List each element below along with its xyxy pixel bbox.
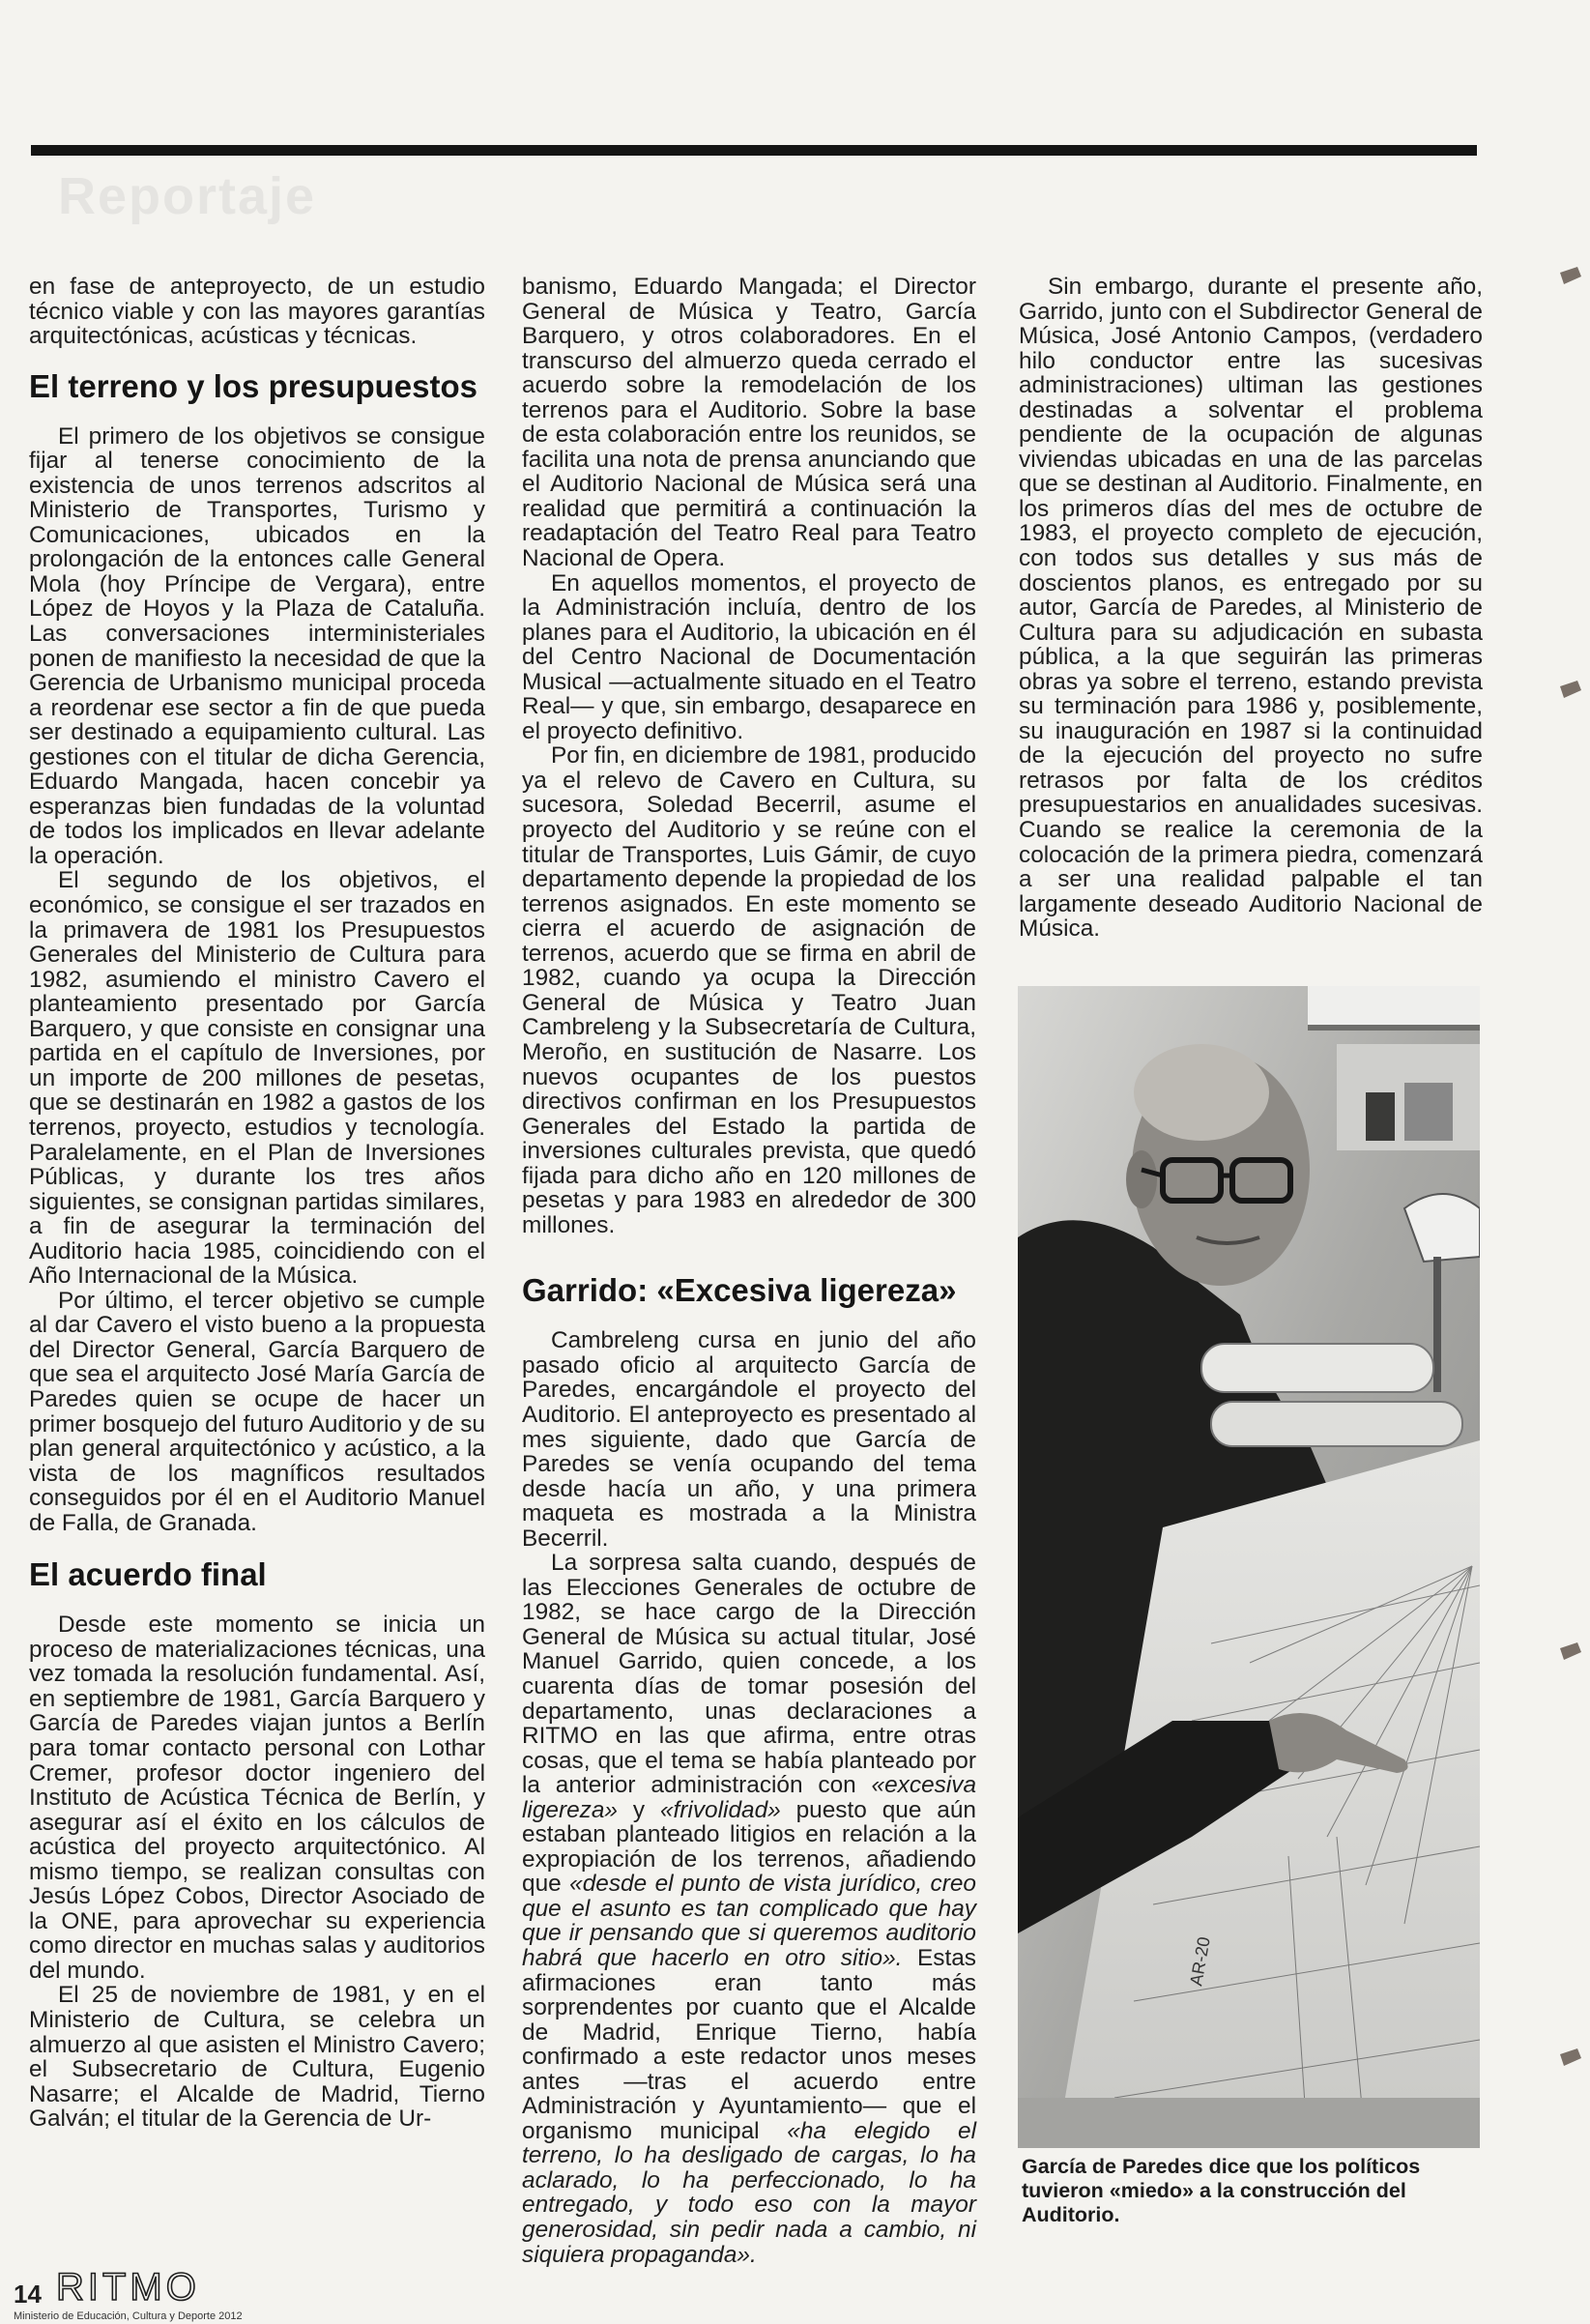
paragraph: Desde este momento se inicia un proceso de materializaciones técnicas, una vez tomada la resolución fundamental. Así, en septiembre de 1981, García Barquero y García de Paredes viajan juntos a Berlín para tomar contacto personal con Lothar Cremer, profesor doctor ingeniero del Instituto de Acústica Técnica de Berlín, y asegurar así el éxito en los cálculos de acústica del proyecto arquitectónico. Al mismo tiempo, se realizan consultas con Jesús López Cobos, Director Asociado de la ONE, para aprovechar su experiencia como director en muchas salas y auditorios del mundo. [29, 1612, 485, 1984]
photo-architect-at-drafting-table [1018, 986, 1480, 2148]
paragraph: en fase de anteproyecto, de un estudio técnico viable y con las mayores garantías arquitectónicas, acústicas y técnicas. [29, 274, 485, 350]
quote-run: «desde el punto de vista jurídico, creo que el asunto es tan complicado que hay que ir pensando que si queremos auditorio habrá que hacerlo en otro sitio». [522, 1871, 976, 1971]
binding-hole-mark [1558, 1639, 1583, 1664]
photo-caption: García de Paredes dice que los políticos tuvieron «miedo» a la construcción del Auditorio. [1022, 2155, 1421, 2226]
paragraph [522, 1551, 976, 2267]
section-header-ghost: Reportaje [58, 167, 317, 225]
paragraph: Cambreleng cursa en junio del año pasado oficio al arquitecto García de Paredes, encargándole el proyecto del Auditorio. El anteproyecto es presentado al mes siguiente, dado que García de Paredes se venía ocupando del tema desde hacía un año, y una primera maqueta es mostrada a la Ministra Becerril. [522, 1327, 976, 1552]
paragraph: El primero de los objetivos se consigue fijar al tenerse conocimiento de la existencia de unos terrenos adscritos al Ministerio de Transportes, Turismo y Comunicaciones, ubicados en la prolongación de la entonces calle General Mola (hoy Príncipe de Vergara), entre López de Hoyos y la Plaza de Cataluña. Las conversaciones interministeriales ponen de manifiesto la necesidad de que la Gerencia de Urbanismo municipal proceda a reordenar ese sector a fin de que pueda ser destinado a equipamiento cultural. Las gestiones con el titular de dicha Gerencia, Eduardo Mangada, hacen concebir ya esperanzas bien fundadas de la voluntad de todos los implicados en llevar adelante la operación. [29, 422, 485, 869]
top-rule [31, 145, 1477, 156]
paragraph: Sin embargo, durante el presente año, Garrido, junto con el Subdirector General de Música, José Antonio Campos, (verdadero hilo conductor entre las sucesivas administraciones) ultiman las gestiones destinadas a solventar el problema pendiente de la ocupación de algunas viviendas ubicadas en una de las parcelas que se destinan al Auditorio. Finalmente, en los primeros días del mes de octubre de 1983, el proyecto completo de ejecución, con todos sus detalles y sus más de doscientos planos, es entregado por su autor, García de Paredes, al Ministerio de Cultura para su adjudicación en subasta pública, a la que seguirán las primeras obras ya sobre el terreno, estando prevista su terminación para 1986 y, posiblemente, su inauguración en 1987 si la continuidad de la ejecución del proyecto no sufre retrasos por falta de los créditos presupuestarios en anualidades sucesivas. Cuando se realice la ceremonia de la colocación de la primera piedra, comenzará a ser una realidad palpable el tan largamente deseado Auditorio Nacional de Música. [1019, 274, 1483, 943]
binding-hole-mark [1558, 2045, 1583, 2070]
page-number: 14 [14, 2280, 42, 2309]
ritmo-logo [54, 2265, 228, 2308]
quote-run: «ha elegido el terreno, lo ha desligado de cargas, lo ha aclarado, lo ha perfeccionado, lo ha entregado, y todo eso con la mayor generosidad, sin pedir nada a cambio, ni siquiera propaganda». [522, 2117, 976, 2268]
paragraph: Por último, el tercer objetivo se cumple al dar Cavero el visto bueno a la propuesta del Director General, García Barquero de que sea el arquitecto José María García de Paredes quien se ocupe de hacer un primer bosquejo del futuro Auditorio y de su plan general arquitectónico y acústico, a la vista de los magníficos resultados conseguidos por él en el Auditorio Manuel de Falla, de Granada. [29, 1287, 485, 1536]
photo-illustration [1018, 986, 1480, 2148]
paragraph: banismo, Eduardo Mangada; el Director General de Música y Teatro, García Barquero, y otros colaboradores. En el transcurso del almuerzo queda cerrado el acuerdo sobre la remodelación de los terrenos para el Auditorio. Sobre la base de esta colaboración entre los reunidos, se facilita una nota de prensa anunciando que el Auditorio Nacional de Música será una realidad que permitirá a continuación la readaptación del Teatro Real para Teatro Nacional de Opera. [522, 274, 976, 572]
section-heading-acuerdo: El acuerdo final [29, 1556, 267, 1593]
text-run: Estas afirmaciones eran tanto más sorprendentes por cuanto que el Alcalde de Madrid, Enrique Tierno, había confirmado a este redactor unos meses antes —tras el acuerdo entre Administración y Ayuntamiento— que el organismo municipal [522, 1945, 976, 2144]
column-3 [1019, 275, 1483, 942]
paragraph: El segundo de los objetivos, el económico, se consigue el ser trazados en la primavera de 1981 los Presupuestos Generales del Ministerio de Cultura para 1982, asumiendo el ministro Cavero el planteamiento presentado por García Barquero, y que consiste en consignar una partida en el capítulo de Inversiones, por un importe de 200 millones de pesetas, que se destinarán en 1982 a gastos de los terrenos, proyecto, estudios y tecnología. Paralelamente, en el Plan de Inversiones Públicas, y durante los tres años siguientes, se consignan partidas similares, a fin de asegurar la terminación del Auditorio hacia 1985, coincidiendo con el Año Internacional de la Música. [29, 867, 485, 1290]
paragraph: En aquellos momentos, el proyecto de la Administración incluía, dentro de los planes para el Auditorio, la ubicación en él del Centro Nacional de Documentación Musical —actualmente situado en el Teatro Real— y que, sin embargo, desaparece en el proyecto definitivo. [522, 569, 976, 744]
text-run: y [632, 1796, 646, 1823]
paragraph: Por fin, en diciembre de 1981, producido ya el relevo de Cavero en Cultura, su sucesora, Soledad Becerril, asume el proyecto del Auditorio y se reúne con el titular de Transportes, Luis Gámir, de cuyo departamento depende la propiedad de los terrenos asignados. En este momento se cierra el acuerdo de asignación de terrenos, acuerdo que se firma en abril de 1982, cuando ya ocupa la Dirección General de Música y Teatro Juan Cambreleng y la Subsecretaría de Cultura, Meroño, en sustitución de Nasarre. Los nuevos ocupantes de los puestos directivos confirman en los Presupuestos Generales del Estado la partida de inversiones culturales prevista, que quedó fijada para dicho año en 120 millones de pesetas y para 1983 en alrededor de 300 millones. [522, 742, 976, 1238]
section-heading-garrido: Garrido: «Excesiva ligereza» [522, 1272, 957, 1309]
text-run: puesto que aún estaban planteado litigios en relación a la expropiación de los terrenos, añadiendo que [522, 1796, 976, 1898]
column-1 [29, 275, 485, 2132]
quote-run: «frivolidad» [659, 1796, 781, 1823]
section-heading-terreno: El terreno y los presupuestos [29, 367, 477, 404]
paragraph: El 25 de noviembre de 1981, y en el Ministerio de Cultura, se celebra un almuerzo al que asisten el Ministro Cavero; el Subsecretario de Cultura, Eugenio Nasarre; el Alcalde de Madrid, Tierno Galván; el titular de la Gerencia de Ur- [29, 1982, 485, 2133]
binding-hole-mark [1558, 677, 1583, 702]
column-2 [522, 275, 976, 2267]
logo-wordmark: RITMO [56, 2266, 200, 2308]
quote-run: «excesiva ligereza» [522, 1772, 977, 1823]
credit-line: Ministerio de Educación, Cultura y Deporte 2012 [14, 2310, 243, 2322]
binding-hole-mark [1558, 263, 1583, 288]
text-run: La sorpresa salta cuando, después de las Elecciones Generales de octubre de 1982, se hace cargo de la Dirección General de Música su actual titular, José Manuel Garrido, quien concede, a los cuarenta días de tomar posesión del departamento, unas declaraciones a RITMO en las que afirma, entre otras cosas, que el tema se había planteado por la anterior administración con [522, 1550, 976, 1799]
drawing-label: AR-20 [1186, 1934, 1214, 1988]
